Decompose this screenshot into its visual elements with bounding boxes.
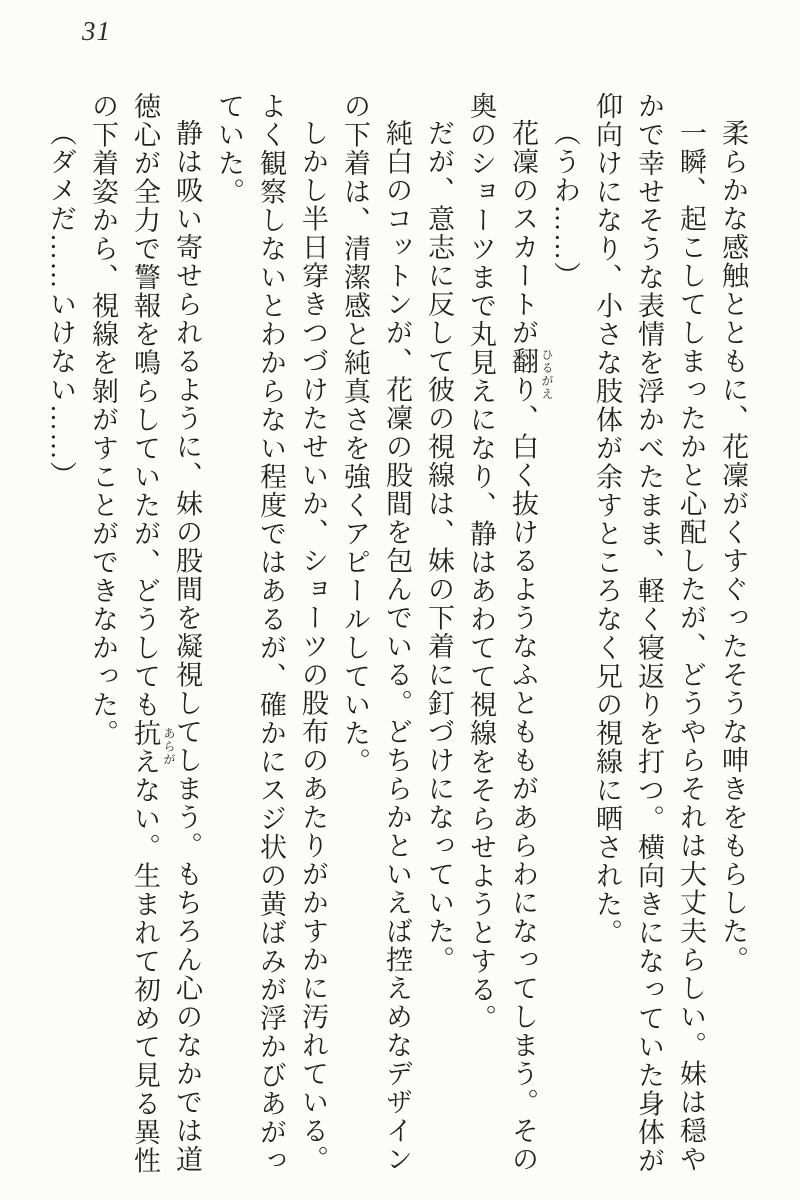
paragraph: 柔らかな感触とともに、花凜がくすぐったそうな呻きをもらした。 — [718, 119, 748, 974]
paragraph: 花凜のスカートが翻 ひるがえ り、白く抜けるようなふとももがあらわになってしまう。その奥のショーツまで丸見えになり、静はあわてて視線をそらせようとする。 — [466, 92, 554, 1174]
paragraph: 純白のコットンが、花凜の股間を包んでいる。どちらかといえば控えめなデザインの下着は、清潔感と純真さを強くアピールしていた。 — [340, 92, 412, 1174]
furigana: あらが — [162, 727, 176, 767]
body-text — [38, 92, 754, 1178]
page-number: 31 — [82, 16, 111, 46]
paragraph: しかし半日穿きつづけたせいか、ショーツの股布のあたりがかすかに汚れている。よく観察しないとわからない程度ではあるが、確かにスジ状の黄ばみが浮かびあがっていた。 — [214, 92, 328, 1175]
furigana: ひるがえ — [540, 348, 554, 401]
ruby-base: 抗 あらが — [130, 719, 160, 748]
paragraph: だが、意志に反して彼の視線は、妹の下着に釘づけになっていた。 — [424, 119, 454, 974]
paragraph: （うわ……） — [550, 119, 580, 290]
paragraph: 一瞬、起こしてしまったかと心配したが、どうやらそれは大丈夫らしい。妹は穏やかで幸せそうな表情を浮かべたまま、軽く寝返りを打つ。横向きになっていた身体が仰向けになり、小さな肢体が余すところなく兄の視線に晒された。 — [592, 92, 706, 1175]
ruby-base: 翻 ひるがえ — [508, 347, 538, 376]
paragraph: （ダメだ……いけない……） — [46, 119, 76, 490]
paragraph: 静は吸い寄せられるように、妹の股間を凝視してしまう。もちろん心のなかでは道徳心が全力で警報を鳴らしていたが、どうしても抗 あらが えない。生まれて初めて見る異性の下着姿から、視線を剝がすことができなかった。 — [88, 92, 202, 1175]
